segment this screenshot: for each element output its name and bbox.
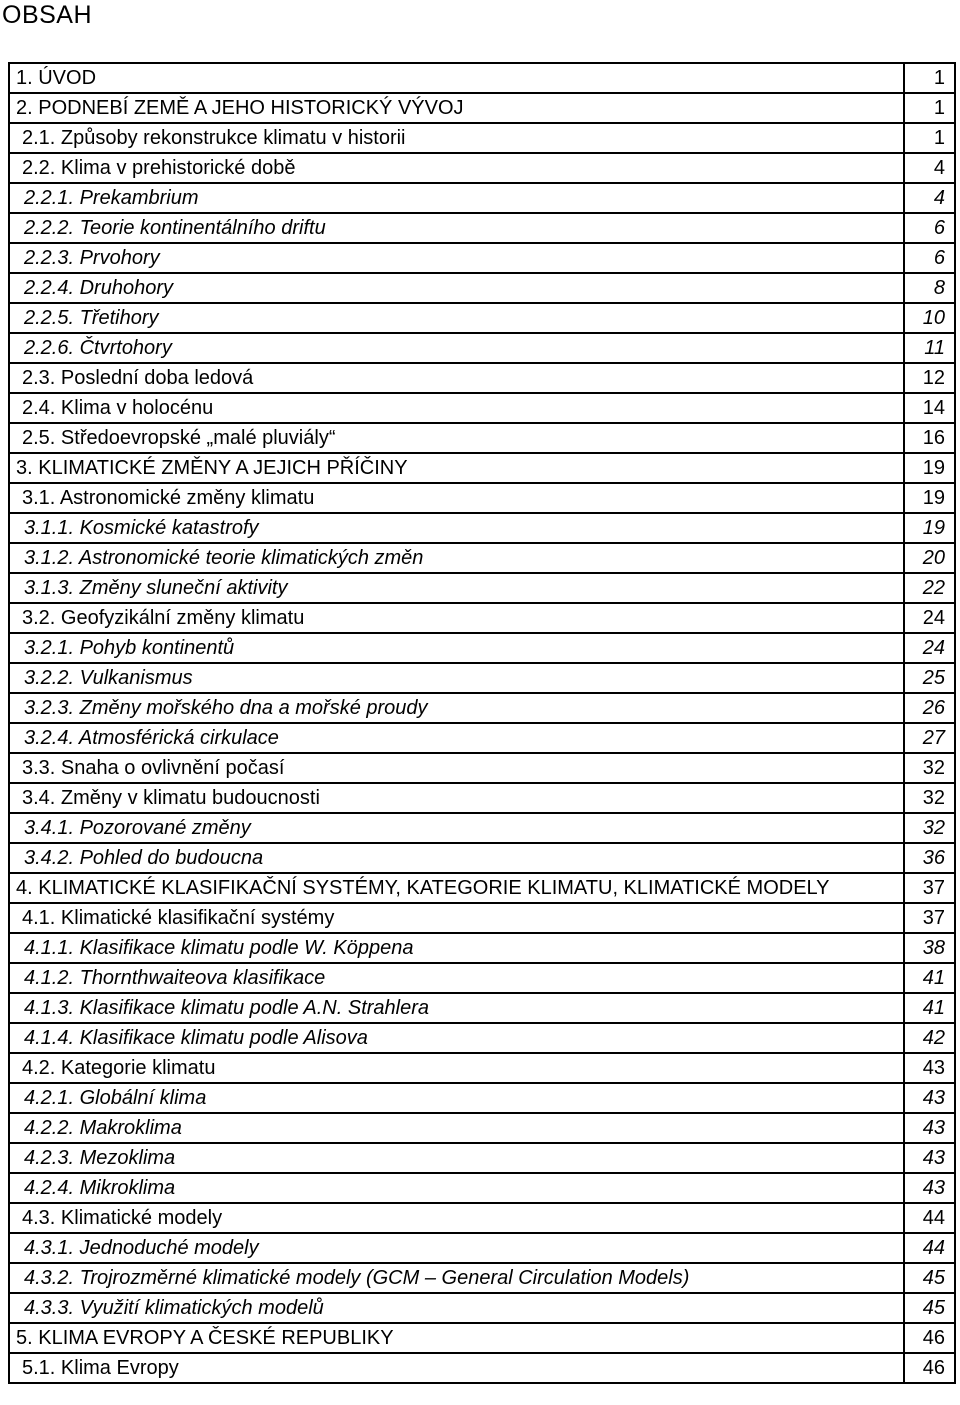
toc-entry-title: 4.3.1. Jednoduché modely [10, 1234, 905, 1262]
toc-row [10, 1114, 956, 1144]
toc-row [10, 964, 956, 994]
toc-row [10, 784, 956, 814]
toc-entry-page-number: 1 [905, 64, 956, 92]
toc-entry-page-number: 43 [905, 1174, 956, 1202]
toc-entry-page-number: 43 [905, 1144, 956, 1172]
toc-row [10, 1174, 956, 1204]
toc-entry-title: 2. PODNEBÍ ZEMĚ A JEHO HISTORICKÝ VÝVOJ [10, 94, 905, 122]
toc-row [10, 754, 956, 784]
toc-entry-title: 4.3. Klimatické modely [10, 1204, 905, 1232]
toc-entry-title: 3. KLIMATICKÉ ZMĚNY A JEJICH PŘÍČINY [10, 454, 905, 482]
toc-entry-page-number: 32 [905, 784, 956, 812]
toc-row [10, 124, 956, 154]
toc-entry-title: 4.2. Kategorie klimatu [10, 1054, 905, 1082]
toc-entry-title: 2.5. Středoevropské „malé pluviály“ [10, 424, 905, 452]
toc-entry-title: 2.2.4. Druhohory [10, 274, 905, 302]
toc-entry-page-number: 32 [905, 814, 956, 842]
toc-row [10, 904, 956, 934]
toc-row [10, 454, 956, 484]
toc-row [10, 844, 956, 874]
toc-entry-page-number: 45 [905, 1294, 956, 1322]
toc-entry-title: 4. KLIMATICKÉ KLASIFIKAČNÍ SYSTÉMY, KATEGORIE KLIMATU, KLIMATICKÉ MODELY [10, 874, 905, 902]
toc-entry-title: 3.1.2. Astronomické teorie klimatických změn [10, 544, 905, 572]
toc-row [10, 934, 956, 964]
toc-entry-page-number: 25 [905, 664, 956, 692]
toc-entry-title: 4.3.3. Využití klimatických modelů [10, 1294, 905, 1322]
toc-entry-page-number: 1 [905, 94, 956, 122]
toc-entry-title: 3.2. Geofyzikální změny klimatu [10, 604, 905, 632]
toc-entry-page-number: 11 [905, 334, 956, 362]
toc-row [10, 484, 956, 514]
toc-entry-title: 3.4.1. Pozorované změny [10, 814, 905, 842]
toc-entry-title: 2.4. Klima v holocénu [10, 394, 905, 422]
toc-entry-title: 2.1. Způsoby rekonstrukce klimatu v historii [10, 124, 905, 152]
table-of-contents [8, 62, 956, 1384]
toc-entry-page-number: 27 [905, 724, 956, 752]
toc-entry-title: 2.2.3. Prvohory [10, 244, 905, 272]
toc-row [10, 304, 956, 334]
toc-row [10, 1294, 956, 1324]
toc-entry-page-number: 16 [905, 424, 956, 452]
toc-row [10, 664, 956, 694]
toc-row [10, 1264, 956, 1294]
toc-entry-title: 3.2.3. Změny mořského dna a mořské proudy [10, 694, 905, 722]
toc-entry-title: 3.2.4. Atmosférická cirkulace [10, 724, 905, 752]
toc-entry-page-number: 41 [905, 964, 956, 992]
toc-row [10, 1144, 956, 1174]
toc-entry-title: 4.2.4. Mikroklima [10, 1174, 905, 1202]
toc-entry-title: 3.4. Změny v klimatu budoucnosti [10, 784, 905, 812]
toc-row [10, 1324, 956, 1354]
toc-row [10, 64, 956, 94]
toc-entry-page-number: 6 [905, 244, 956, 272]
toc-entry-page-number: 20 [905, 544, 956, 572]
toc-entry-page-number: 24 [905, 634, 956, 662]
toc-entry-page-number: 19 [905, 514, 956, 542]
toc-entry-title: 5.1. Klima Evropy [10, 1354, 905, 1382]
toc-entry-title: 4.1. Klimatické klasifikační systémy [10, 904, 905, 932]
toc-entry-title: 4.1.1. Klasifikace klimatu podle W. Köppena [10, 934, 905, 962]
toc-entry-page-number: 8 [905, 274, 956, 302]
toc-entry-page-number: 46 [905, 1354, 956, 1382]
toc-row [10, 634, 956, 664]
toc-row [10, 1204, 956, 1234]
toc-entry-page-number: 10 [905, 304, 956, 332]
toc-entry-page-number: 32 [905, 754, 956, 782]
toc-row [10, 154, 956, 184]
toc-row [10, 1354, 956, 1384]
toc-entry-page-number: 44 [905, 1204, 956, 1232]
toc-row [10, 424, 956, 454]
toc-row [10, 1024, 956, 1054]
toc-entry-title: 3.1. Astronomické změny klimatu [10, 484, 905, 512]
toc-entry-page-number: 19 [905, 484, 956, 512]
toc-entry-title: 2.2.5. Třetihory [10, 304, 905, 332]
toc-entry-page-number: 41 [905, 994, 956, 1022]
toc-row [10, 1054, 956, 1084]
toc-entry-title: 5. KLIMA EVROPY A ČESKÉ REPUBLIKY [10, 1324, 905, 1352]
toc-entry-title: 2.2.2. Teorie kontinentálního driftu [10, 214, 905, 242]
toc-row [10, 874, 956, 904]
toc-entry-title: 3.4.2. Pohled do budoucna [10, 844, 905, 872]
toc-row [10, 814, 956, 844]
toc-entry-title: 4.2.1. Globální klima [10, 1084, 905, 1112]
toc-entry-page-number: 38 [905, 934, 956, 962]
toc-entry-page-number: 6 [905, 214, 956, 242]
toc-entry-page-number: 43 [905, 1084, 956, 1112]
toc-entry-title: 3.3. Snaha o ovlivnění počasí [10, 754, 905, 782]
toc-entry-title: 2.3. Poslední doba ledová [10, 364, 905, 392]
toc-entry-title: 4.2.3. Mezoklima [10, 1144, 905, 1172]
toc-row [10, 604, 956, 634]
toc-row [10, 1084, 956, 1114]
toc-entry-page-number: 43 [905, 1054, 956, 1082]
toc-entry-page-number: 37 [905, 874, 956, 902]
toc-entry-page-number: 22 [905, 574, 956, 602]
toc-row [10, 694, 956, 724]
toc-entry-title: 2.2.1. Prekambrium [10, 184, 905, 212]
toc-entry-page-number: 14 [905, 394, 956, 422]
toc-entry-page-number: 43 [905, 1114, 956, 1142]
toc-entry-title: 3.1.3. Změny sluneční aktivity [10, 574, 905, 602]
toc-row [10, 544, 956, 574]
toc-entry-page-number: 24 [905, 604, 956, 632]
toc-entry-title: 3.2.2. Vulkanismus [10, 664, 905, 692]
toc-entry-page-number: 1 [905, 124, 956, 152]
toc-entry-page-number: 36 [905, 844, 956, 872]
toc-row [10, 364, 956, 394]
toc-row [10, 184, 956, 214]
toc-entry-title: 3.1.1. Kosmické katastrofy [10, 514, 905, 542]
toc-entry-title: 1. ÚVOD [10, 64, 905, 92]
toc-row [10, 724, 956, 754]
toc-row [10, 574, 956, 604]
toc-entry-page-number: 45 [905, 1264, 956, 1292]
toc-entry-title: 2.2.6. Čtvrtohory [10, 334, 905, 362]
toc-entry-title: 4.1.3. Klasifikace klimatu podle A.N. Strahlera [10, 994, 905, 1022]
toc-entry-page-number: 4 [905, 154, 956, 182]
toc-entry-title: 3.2.1. Pohyb kontinentů [10, 634, 905, 662]
toc-entry-page-number: 44 [905, 1234, 956, 1262]
toc-entry-title: 2.2. Klima v prehistorické době [10, 154, 905, 182]
toc-row [10, 244, 956, 274]
toc-entry-page-number: 12 [905, 364, 956, 392]
toc-row [10, 994, 956, 1024]
toc-row [10, 94, 956, 124]
page-title: OBSAH [2, 1, 93, 29]
toc-row [10, 214, 956, 244]
toc-row [10, 1234, 956, 1264]
toc-row [10, 334, 956, 364]
toc-entry-page-number: 19 [905, 454, 956, 482]
toc-entry-page-number: 4 [905, 184, 956, 212]
toc-row [10, 394, 956, 424]
toc-row [10, 514, 956, 544]
toc-entry-title: 4.2.2. Makroklima [10, 1114, 905, 1142]
toc-entry-title: 4.1.4. Klasifikace klimatu podle Alisova [10, 1024, 905, 1052]
toc-entry-page-number: 46 [905, 1324, 956, 1352]
toc-entry-page-number: 37 [905, 904, 956, 932]
toc-entry-title: 4.1.2. Thornthwaiteova klasifikace [10, 964, 905, 992]
toc-row [10, 274, 956, 304]
toc-entry-title: 4.3.2. Trojrozměrné klimatické modely (GCM – General Circulation Models) [10, 1264, 905, 1292]
toc-entry-page-number: 26 [905, 694, 956, 722]
toc-entry-page-number: 42 [905, 1024, 956, 1052]
